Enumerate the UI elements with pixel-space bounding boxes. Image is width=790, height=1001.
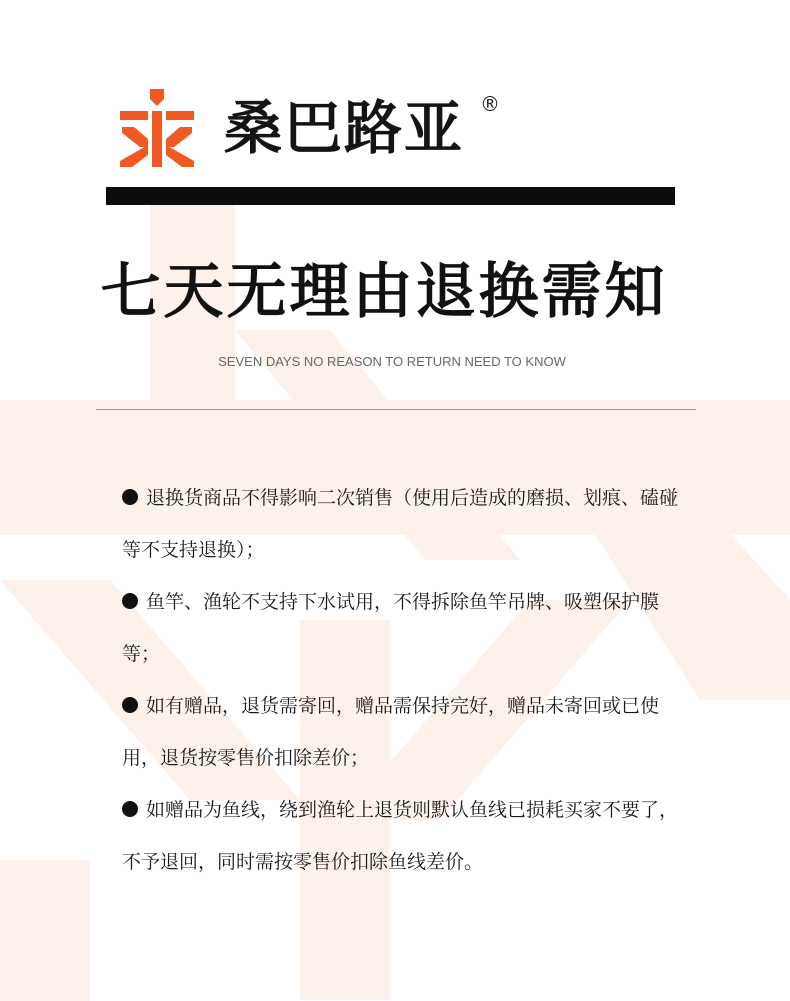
rule-item [122, 784, 682, 888]
rule-item [122, 472, 682, 576]
rule-item [122, 680, 682, 784]
rules-list [122, 472, 682, 888]
rule-text: 如有赠品，退货需寄回，赠品需保持完好，赠品未寄回或已使用，退货按零售价扣除差价； [122, 695, 660, 769]
bullet-icon [122, 697, 138, 713]
rule-text: 如赠品为鱼线，绕到渔轮上退货则默认鱼线已损耗买家不要了，不予退回，同时需按零售价扣除鱼线差价。 [122, 799, 679, 873]
section-divider [96, 409, 696, 410]
bullet-icon [122, 489, 138, 505]
page-subtitle: SEVEN DAYS NO REASON TO RETURN NEED TO KNOW [218, 354, 566, 369]
registered-mark: ® [480, 92, 500, 116]
rule-text: 退换货商品不得影响二次销售（使用后造成的磨损、划痕、磕碰等不支持退换）； [122, 487, 679, 561]
header-divider-bar [106, 187, 675, 205]
rule-item [122, 576, 682, 680]
brand-logo-icon [118, 89, 196, 167]
page-title: 七天无理由退换需知 [100, 257, 668, 327]
rule-text: 鱼竿、渔轮不支持下水试用，不得拆除鱼竿吊牌、吸塑保护膜等； [122, 591, 660, 665]
bullet-icon [122, 593, 138, 609]
brand-name: 桑巴路亚 [224, 94, 465, 162]
brand-header [118, 88, 464, 168]
bullet-icon [122, 801, 138, 817]
